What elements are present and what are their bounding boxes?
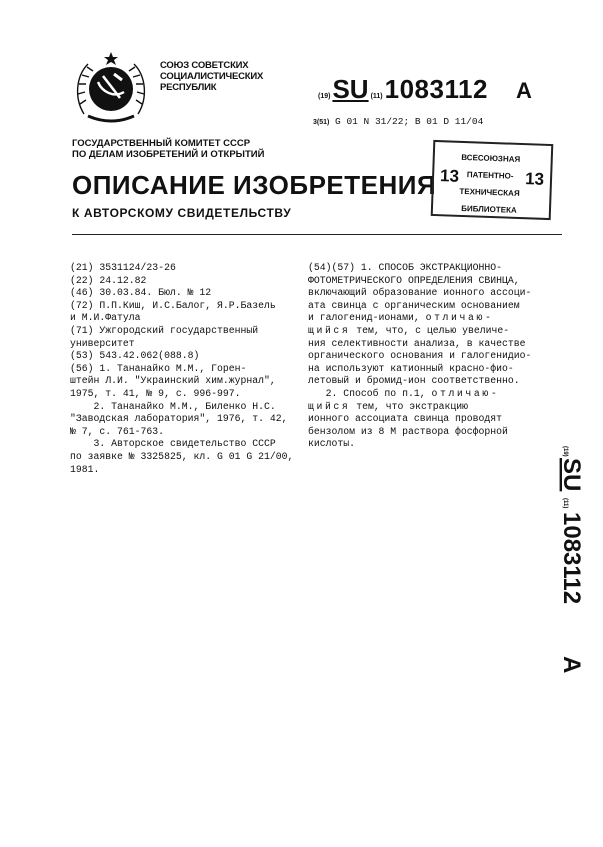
biblio-line: № 7, с. 761-763. bbox=[70, 425, 165, 437]
stamp-line: ПАТЕНТНО- bbox=[466, 170, 514, 181]
claim-line: включающий образование ионного ассоци- bbox=[308, 287, 532, 299]
classification bbox=[313, 116, 483, 127]
biblio-line: 3. Авторское свидетельство СССР bbox=[70, 438, 276, 450]
committee-line: ГОСУДАРСТВЕННЫЙ КОМИТЕТ СССР bbox=[72, 138, 251, 149]
stamp-number-left: 13 bbox=[439, 166, 460, 186]
claim-line: ФОТОМЕТРИЧЕСКОГО ОПРЕДЕЛЕНИЯ СВИНЦА, bbox=[308, 274, 520, 286]
claim-emphasis: отличаю- bbox=[431, 387, 500, 399]
union-line: СОЮЗ СОВЕТСКИХ bbox=[160, 60, 249, 71]
claim-line: (54)(57) 1. СПОСОБ ЭКСТРАКЦИОННО- bbox=[308, 262, 503, 273]
claim-text: тем, что, с целью увеличе- bbox=[356, 324, 510, 336]
vertical-code-19: (19) bbox=[562, 446, 568, 457]
union-line: СОЦИАЛИСТИЧЕСКИХ bbox=[160, 71, 264, 82]
biblio-line: (71) Ужгородский государственный bbox=[70, 324, 259, 336]
ussr-emblem-icon bbox=[70, 46, 152, 128]
biblio-line: (22) 24.12.82 bbox=[70, 274, 147, 286]
patent-number: 1083112 bbox=[384, 74, 488, 104]
claim-emphasis: щийся bbox=[308, 324, 351, 336]
vertical-country-code: SU bbox=[558, 458, 585, 492]
code-19: (19) bbox=[318, 93, 331, 100]
claim-line: летовый и бромид-ион соответственно. bbox=[308, 375, 520, 387]
vertical-kind-code: A bbox=[558, 656, 585, 674]
stamp-text bbox=[453, 149, 527, 219]
claim-line: ионного ассоциата свинца проводят bbox=[308, 413, 503, 425]
claim-line: бензолом из 8 М раствора фосфорной bbox=[308, 425, 508, 437]
code-11: (11) bbox=[370, 93, 383, 100]
union-line: РЕСПУБЛИК bbox=[160, 82, 217, 93]
biblio-line: (21) 3531124/23-26 bbox=[70, 262, 176, 273]
claim-text: 2. Способ по п.1, bbox=[325, 387, 426, 399]
biblio-line: 1975, т. 41, № 9, с. 996-997. bbox=[70, 387, 241, 399]
claims bbox=[308, 262, 558, 451]
biblio-line: 2. Тананайко М.М., Биленко Н.С. bbox=[70, 400, 276, 412]
union-name bbox=[160, 60, 263, 93]
vertical-document-number bbox=[536, 440, 585, 680]
biblio-line: по заявке № 3325825, кл. G 01 G 21/00, bbox=[70, 450, 294, 462]
claim-line bbox=[308, 401, 558, 414]
claim-text: тем, что экстракцию bbox=[356, 400, 468, 412]
claim-emphasis: щийся bbox=[308, 400, 351, 412]
header-divider bbox=[72, 234, 562, 235]
stamp-number-right: 13 bbox=[524, 169, 545, 189]
biblio-line: 1981. bbox=[70, 463, 100, 475]
vertical-code-11: (11) bbox=[562, 498, 568, 509]
committee-line: ПО ДЕЛАМ ИЗОБРЕТЕНИЙ И ОТКРЫТИЙ bbox=[72, 149, 265, 160]
stamp-line: ТЕХНИЧЕСКАЯ bbox=[459, 186, 520, 198]
biblio-line: (56) 1. Тананайко М.М., Горен- bbox=[70, 362, 247, 374]
classification-value: G 01 N 31/22; B 01 D 11/04 bbox=[335, 116, 484, 127]
claim-emphasis: отличаю- bbox=[425, 312, 494, 324]
document-number bbox=[318, 74, 532, 105]
claim-line: на используют катионный красно-фио- bbox=[308, 362, 514, 374]
library-stamp bbox=[431, 140, 554, 220]
biblio-line: (72) П.П.Киш, И.С.Балог, Я.Р.Базель bbox=[70, 299, 276, 311]
biblio-line: (53) 543.42.062(088.8) bbox=[70, 350, 200, 362]
claim-line bbox=[308, 312, 558, 325]
classification-code: 3(51) bbox=[313, 119, 330, 126]
document-subtitle: К АВТОРСКОМУ СВИДЕТЕЛЬСТВУ bbox=[72, 206, 292, 220]
claim-line bbox=[308, 388, 558, 401]
stamp-line: БИБЛИОТЕКА bbox=[461, 203, 517, 215]
document-title: ОПИСАНИЕ ИЗОБРЕТЕНИЯ bbox=[72, 170, 437, 200]
biblio-line: и М.И.Фатула bbox=[70, 312, 141, 324]
stamp-line: ВСЕСОЮЗНАЯ bbox=[461, 152, 521, 164]
claim-line: органического основания и галогенидио- bbox=[308, 350, 532, 362]
claim-line: ата свинца с органическим основанием bbox=[308, 299, 520, 311]
vertical-patent-number: 1083112 bbox=[558, 512, 585, 605]
biblio-line: "Заводская лаборатория", 1976, т. 42, bbox=[70, 413, 288, 425]
committee-name bbox=[72, 138, 264, 160]
bibliographic-data bbox=[70, 262, 294, 476]
claim-line: кислоты. bbox=[308, 438, 356, 450]
claim-text: и галогенид-ионами, bbox=[308, 312, 420, 324]
kind-code: A bbox=[515, 78, 532, 103]
biblio-line: (46) 30.03.84. Бюл. № 12 bbox=[70, 287, 212, 299]
claim-line bbox=[308, 325, 558, 338]
biblio-line: университет bbox=[70, 337, 135, 349]
biblio-line: штейн Л.И. "Украинский хим.журнал", bbox=[70, 375, 276, 387]
country-code: SU bbox=[332, 74, 369, 104]
claim-line: ния селективности анализа, в качестве bbox=[308, 337, 526, 349]
